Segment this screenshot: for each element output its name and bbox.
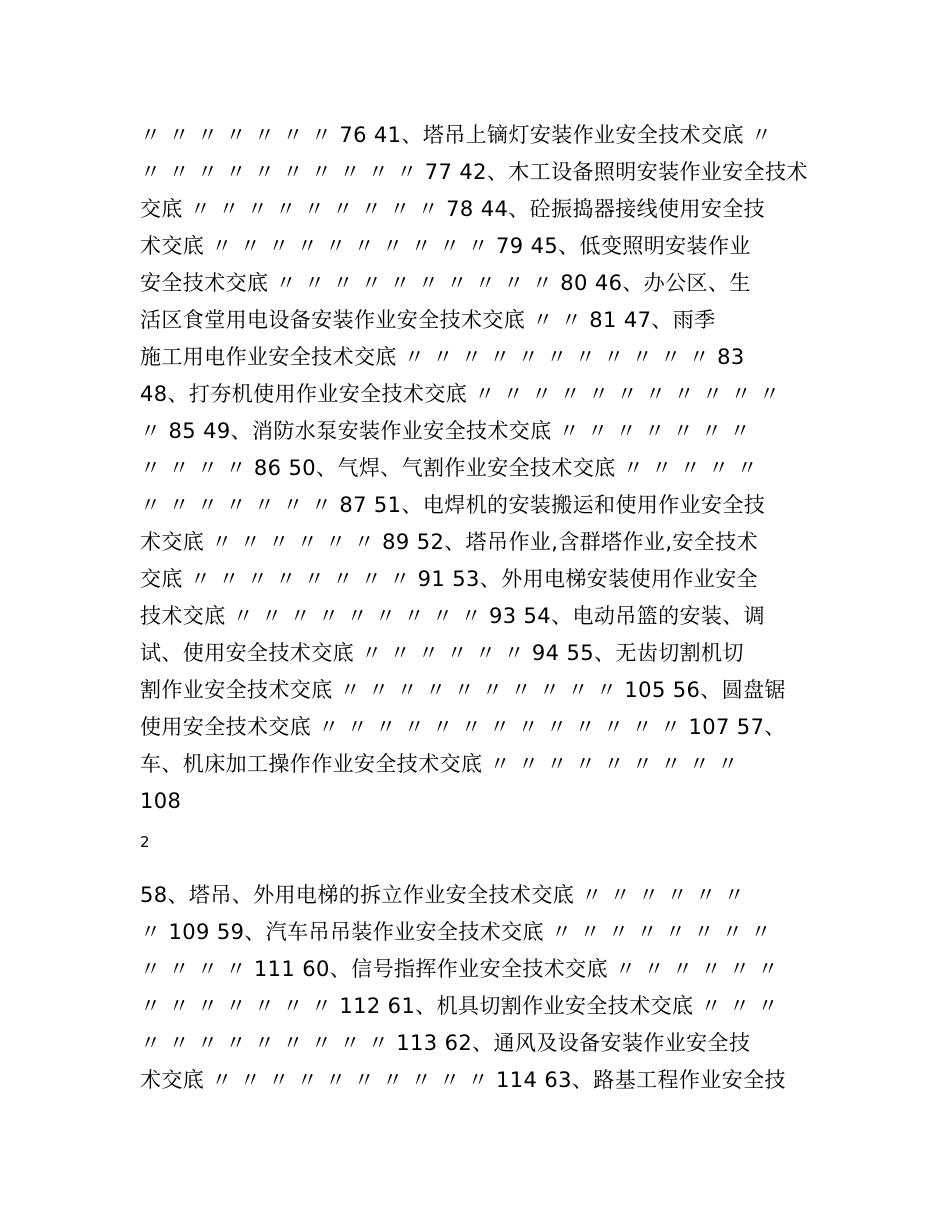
toc-line: 〃 〃 〃 〃 111 60、信号指挥作业安全技术交底 〃 〃 〃 〃 〃 〃 bbox=[140, 957, 779, 981]
toc-line: 术交底 〃 〃 〃 〃 〃 〃 89 52、塔吊作业,含群塔作业,安全技术 bbox=[140, 530, 758, 554]
toc-line: 术交底 〃 〃 〃 〃 〃 〃 〃 〃 〃 〃 114 63、路基工程作业安全技 bbox=[140, 1068, 786, 1092]
toc-line: 〃 85 49、消防水泵安装作业安全技术交底 〃 〃 〃 〃 〃 〃 〃 bbox=[140, 419, 751, 443]
toc-line: 试、使用安全技术交底 〃 〃 〃 〃 〃 〃 94 55、无齿切割机切 bbox=[140, 641, 744, 665]
toc-line: 〃 〃 〃 〃 86 50、气焊、气割作业安全技术交底 〃 〃 〃 〃 〃 bbox=[140, 456, 758, 480]
toc-line: 108 bbox=[140, 789, 182, 813]
toc-line: 车、机床加工操作作业安全技术交底 〃 〃 〃 〃 〃 〃 〃 〃 〃 bbox=[140, 752, 739, 776]
toc-line: 安全技术交底 〃 〃 〃 〃 〃 〃 〃 〃 〃 〃 80 46、办公区、生 bbox=[140, 271, 751, 295]
page-number: 2 bbox=[140, 833, 150, 851]
toc-line: 活区食堂用电设备安装作业安全技术交底 〃 〃 81 47、雨季 bbox=[140, 308, 716, 332]
toc-line: 〃 〃 〃 〃 〃 〃 〃 112 61、机具切割作业安全技术交底 〃 〃 〃 bbox=[140, 994, 779, 1018]
toc-line: 〃 〃 〃 〃 〃 〃 〃 76 41、塔吊上镝灯安装作业安全技术交底 〃 bbox=[140, 123, 773, 147]
toc-line: 技术交底 〃 〃 〃 〃 〃 〃 〃 〃 〃 93 54、电动吊篮的安装、调 bbox=[140, 604, 766, 628]
toc-line: 交底 〃 〃 〃 〃 〃 〃 〃 〃 〃 78 44、砼振捣器接线使用安全技 bbox=[140, 197, 766, 221]
toc-line: 割作业安全技术交底 〃 〃 〃 〃 〃 〃 〃 〃 〃 〃 105 56、圆盘锯 bbox=[140, 678, 786, 702]
toc-line: 施工用电作业安全技术交底 〃 〃 〃 〃 〃 〃 〃 〃 〃 〃 〃 83 bbox=[140, 345, 745, 369]
toc-line: 交底 〃 〃 〃 〃 〃 〃 〃 〃 91 53、外用电梯安装使用作业安全 bbox=[140, 567, 758, 591]
toc-line: 58、塔吊、外用电梯的拆立作业安全技术交底 〃 〃 〃 〃 〃 〃 bbox=[140, 883, 745, 907]
toc-line: 〃 109 59、汽车吊吊装作业安全技术交底 〃 〃 〃 〃 〃 〃 〃 〃 bbox=[140, 920, 772, 944]
toc-line: 〃 〃 〃 〃 〃 〃 〃 〃 〃 〃 77 42、木工设备照明安装作业安全技术 bbox=[140, 160, 808, 184]
toc-line: 〃 〃 〃 〃 〃 〃 〃 〃 〃 113 62、通风及设备安装作业安全技 bbox=[140, 1031, 751, 1055]
toc-line: 术交底 〃 〃 〃 〃 〃 〃 〃 〃 〃 〃 79 45、低变照明安装作业 bbox=[140, 234, 751, 258]
toc-line: 使用安全技术交底 〃 〃 〃 〃 〃 〃 〃 〃 〃 〃 〃 〃 〃 107 57、 bbox=[140, 715, 786, 739]
toc-line: 48、打夯机使用作业安全技术交底 〃 〃 〃 〃 〃 〃 〃 〃 〃 〃 〃 bbox=[140, 382, 781, 406]
toc-line: 〃 〃 〃 〃 〃 〃 〃 87 51、电焊机的安装搬运和使用作业安全技 bbox=[140, 493, 766, 517]
